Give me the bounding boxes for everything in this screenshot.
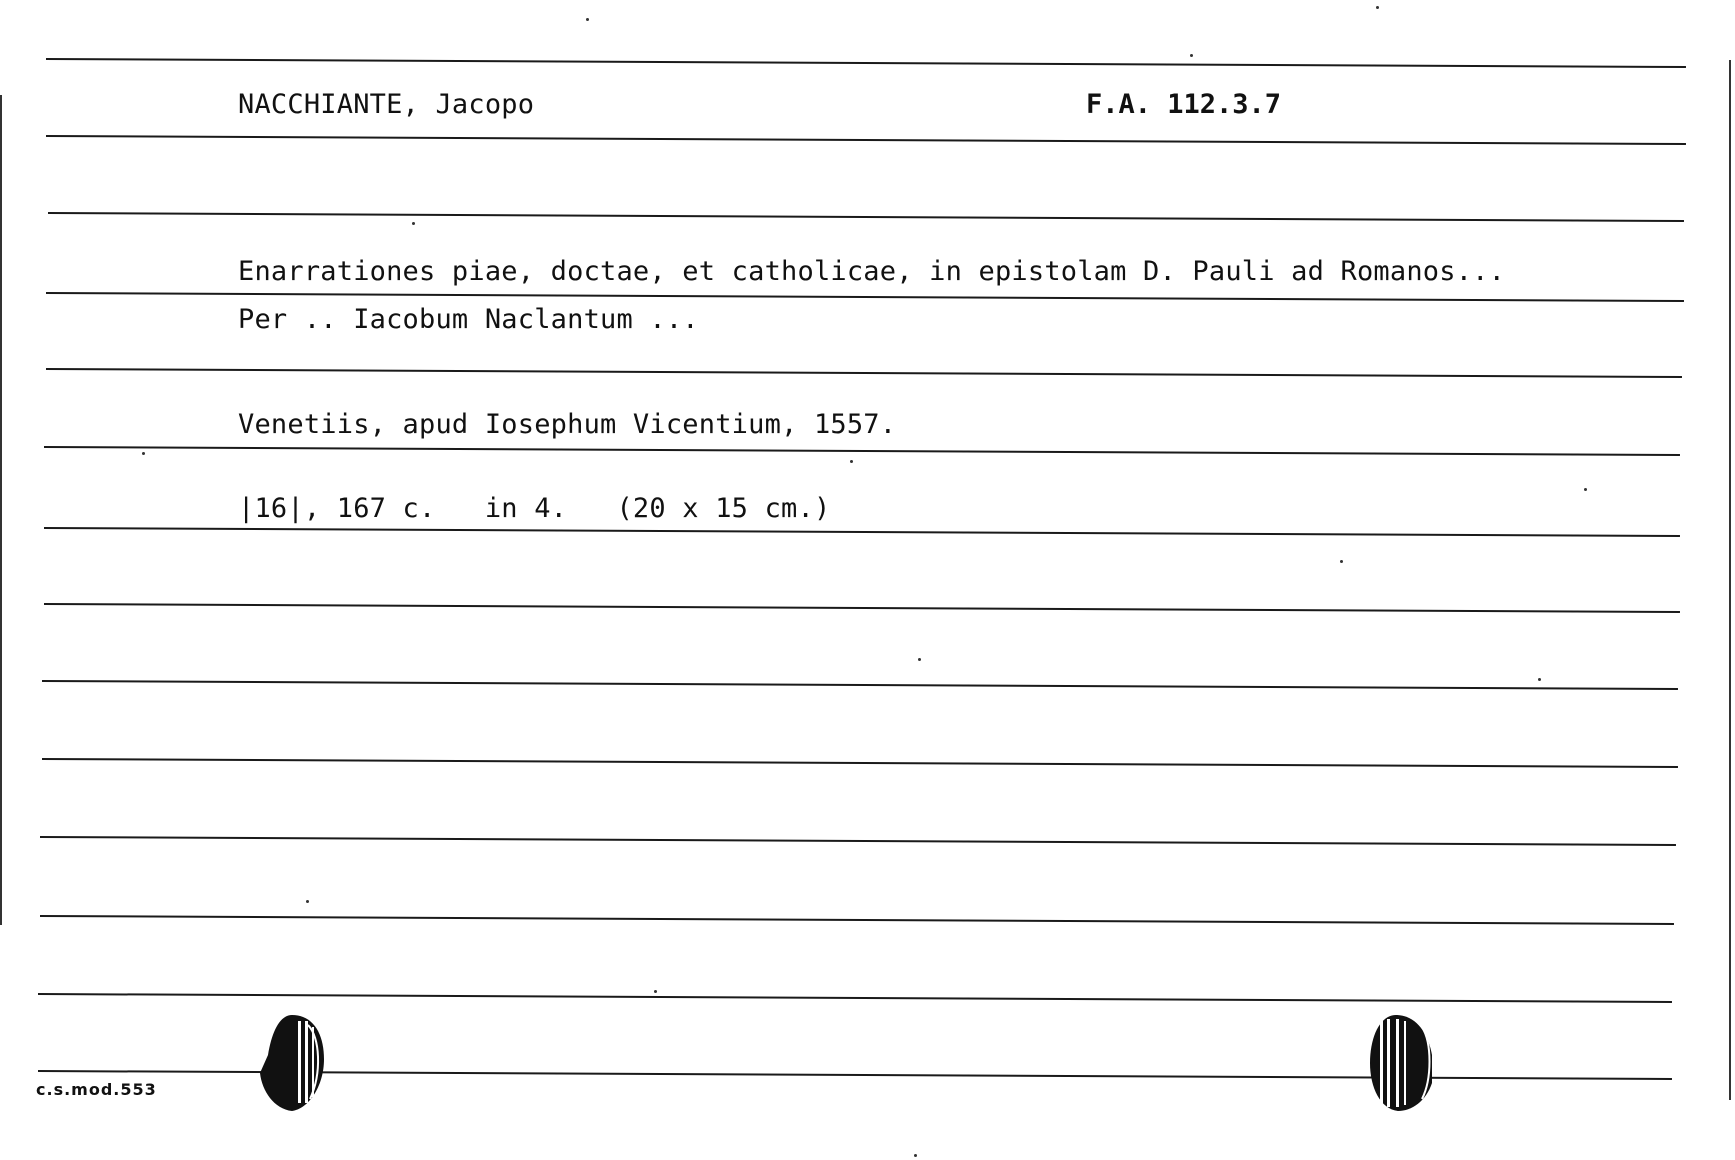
ruled-line (38, 993, 1672, 1003)
scan-speck (586, 18, 589, 21)
imprint-line: Venetiis, apud Iosephum Vicentium, 1557. (238, 409, 897, 440)
scan-speck (1538, 678, 1541, 681)
scan-speck (142, 452, 145, 455)
scan-speck (1340, 560, 1343, 563)
ruled-line (46, 292, 1684, 302)
ruled-line (44, 446, 1680, 456)
ruled-line (48, 212, 1684, 222)
scan-speck (918, 658, 921, 661)
form-code: c.s.mod.553 (36, 1080, 157, 1099)
title-line-2: Per .. Iacobum Naclantum ... (238, 304, 699, 335)
scan-speck (654, 990, 657, 993)
ruled-line (40, 915, 1674, 925)
scan-speck (412, 222, 415, 225)
scan-speck (1190, 54, 1193, 57)
punch-hole-left (258, 1013, 326, 1113)
ruled-line (46, 368, 1682, 378)
scan-speck (1376, 6, 1379, 9)
shelfmark: F.A. 112.3.7 (1086, 89, 1282, 120)
ruled-line (46, 135, 1686, 145)
ruled-line (46, 58, 1686, 68)
scan-speck (1584, 488, 1587, 491)
collation-line: |16|, 167 c. in 4. (20 x 15 cm.) (238, 493, 831, 524)
ruled-line (42, 758, 1678, 768)
punch-hole-right (1366, 1013, 1434, 1113)
ruled-line (44, 527, 1680, 537)
scan-speck (306, 900, 309, 903)
card-left-edge (0, 95, 2, 925)
author-heading: NACCHIANTE, Jacopo (238, 89, 535, 120)
ruled-line (40, 836, 1676, 846)
scan-speck (850, 460, 853, 463)
scan-speck (914, 1154, 917, 1157)
ruled-line (42, 680, 1678, 690)
title-line-1: Enarrationes piae, doctae, et catholicae, in epistolam D. Pauli ad Romanos... (238, 256, 1506, 287)
card-right-edge (1729, 60, 1731, 1100)
ruled-line (44, 603, 1680, 613)
